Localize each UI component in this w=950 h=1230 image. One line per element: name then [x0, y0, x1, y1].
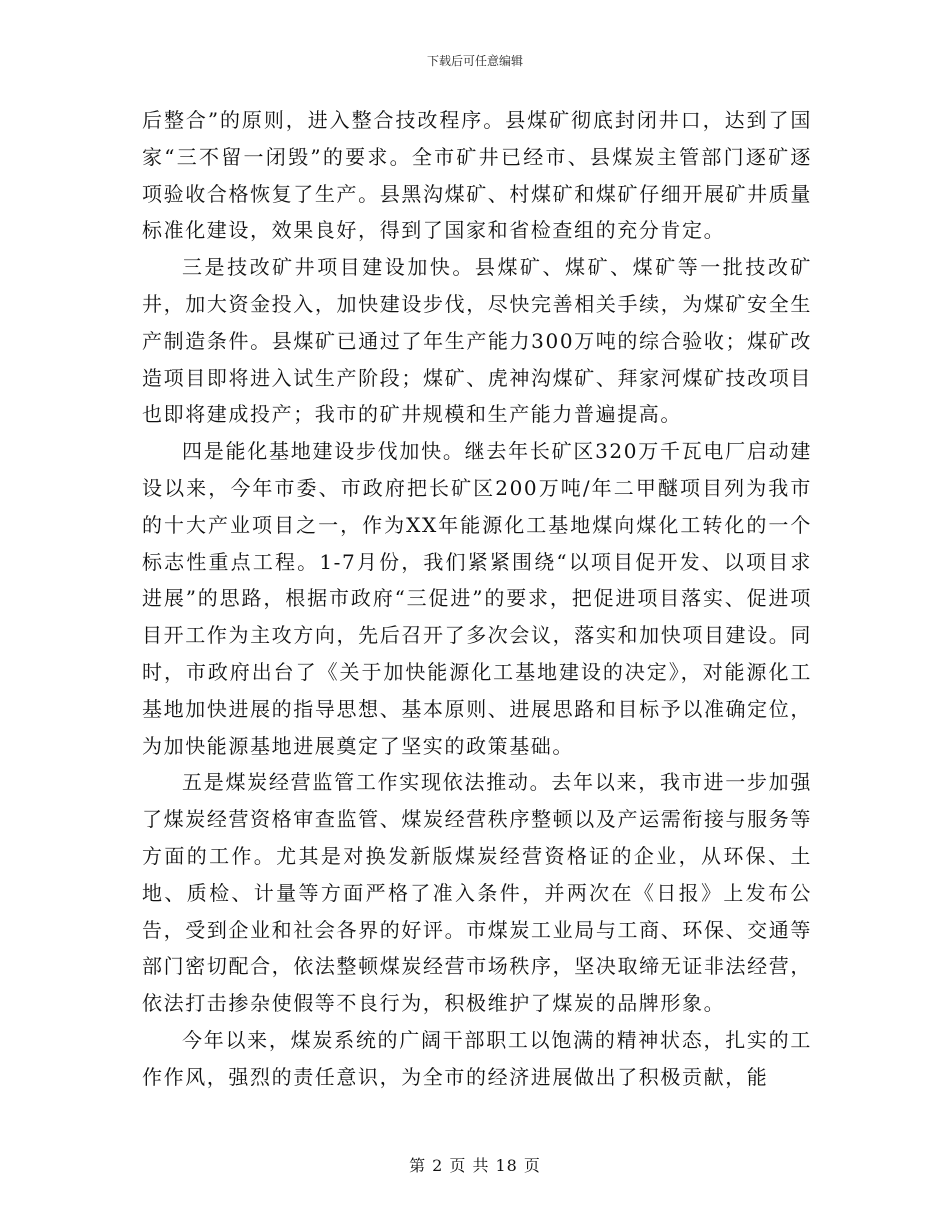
paragraph-energy-base: 四是能化基地建设步伐加快。继去年长矿区320万千瓦电厂启动建设以来，今年市委、市政府把长矿区200万吨/年二甲醚项目列为我市的十大产业项目之一，作为XX年能源化工基地煤向煤化工转化的一个标志性重点工程。1-7月份，我们紧紧围绕“以项目促开发、以项目求进展”的思路，根据市政府“三促进”的要求，把促进项目落实、促进项目开工作为主攻方向，先后召开了多次会议，落实和加快项目建设。同时，市政府出台了《关于加快能源化工基地建设的决定》，对能源化工基地加快进展的指导思想、基本原则、进展思路和目标予以准确定位，为加快能源基地进展奠定了坚实的政策基础。 [142, 439, 812, 758]
paragraph-technical-renovation: 三是技改矿井项目建设加快。县煤矿、煤矿、煤矿等一批技改矿井，加大资金投入，加快建设步伐，尽快完善相关手续，为煤矿安全生产制造条件。县煤矿已通过了年生产能力300万吨的综合验收；煤矿改造项目即将进入试生产阶段；煤矿、虎神沟煤矿、拜家河煤矿技改项目也即将建成投产；我市的矿井规模和生产能力普遍提高。 [142, 255, 812, 427]
paragraph-coal-supervision: 五是煤炭经营监管工作实现依法推动。去年以来，我市进一步加强了煤炭经营资格审查监管、煤炭经营秩序整顿以及产运需衔接与服务等方面的工作。尤其是对换发新版煤炭经营资格证的企业，从环保、土地、质检、计量等方面严格了准入条件，并两次在《日报》上发布公告，受到企业和社会各界的好评。市煤炭工业局与工商、环保、交通等部门密切配合，依法整顿煤炭经营市场秩序，坚决取缔无证非法经营，依法打击掺杂使假等不良行为，积极维护了煤炭的品牌形象。 [142, 770, 812, 1016]
paragraph-summary: 今年以来，煤炭系统的广阔干部职工以饱满的精神状态，扎实的工作作风，强烈的责任意识，为全市的经济进展做出了积极贡献，能 [142, 1027, 812, 1089]
page-footer [0, 1153, 950, 1176]
document-body [142, 102, 812, 1096]
page-header: 下载后可任意编辑 [426, 54, 523, 68]
footer-prefix: 第 [409, 1156, 427, 1175]
footer-total-pages: 18 [495, 1156, 518, 1175]
footer-suffix: 页 [523, 1156, 541, 1175]
paragraph-continuation: 后整合”的原则，进入整合技改程序。县煤矿彻底封闭井口，达到了国家“三不留一闭毁”的要求。全市矿井已经市、县煤炭主管部门逐矿逐项验收合格恢复了生产。县黑沟煤矿、村煤矿和煤矿仔细开展矿井质量标准化建设，效果良好，得到了国家和省检查组的充分肯定。 [142, 108, 812, 243]
footer-middle: 页 共 [449, 1156, 490, 1175]
footer-page-number: 2 [432, 1156, 444, 1175]
